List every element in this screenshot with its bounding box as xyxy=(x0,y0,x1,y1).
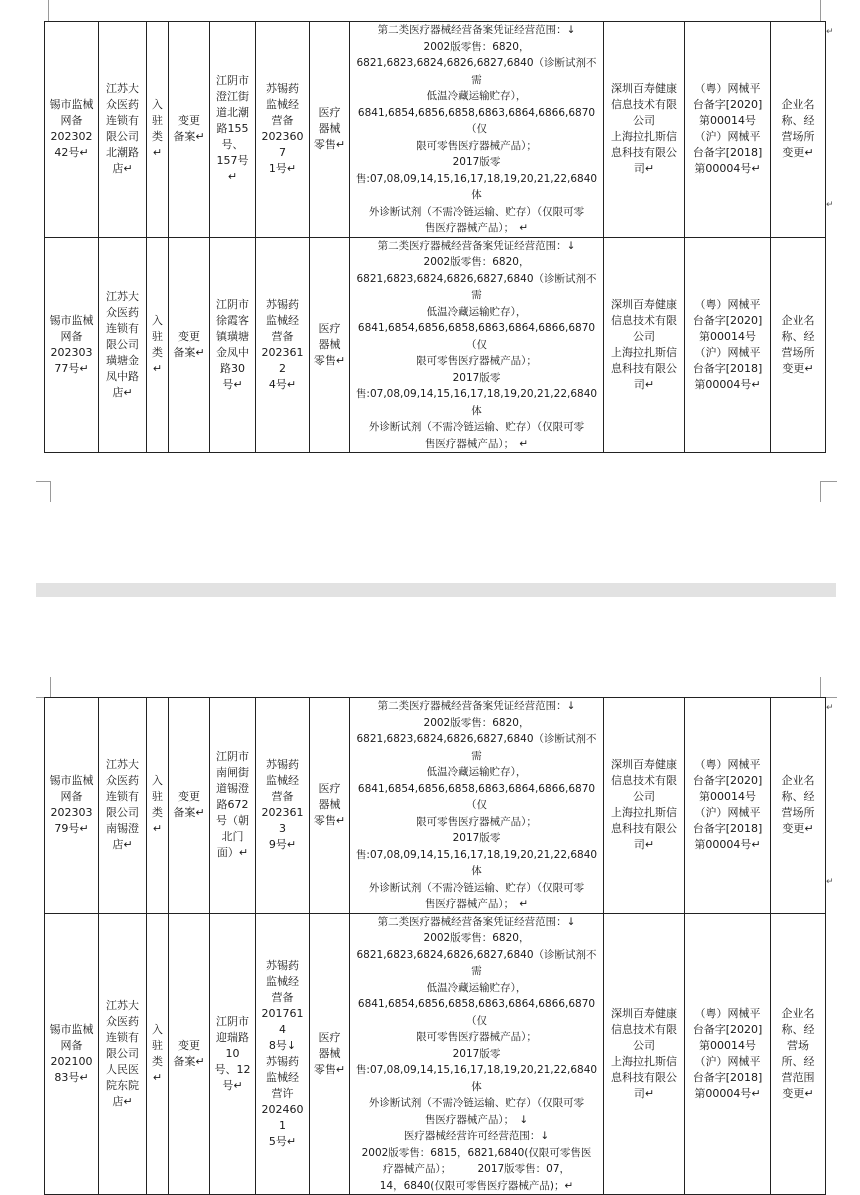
company-name: 江苏大 众医药 连锁有 限公司 南锡澄 店↵ xyxy=(99,698,147,914)
platform-name: 深圳百寿健康 信息技术有限 公司 上海拉扎斯信 息科技有限公 司↵ xyxy=(604,237,685,453)
crop-mark-top-left xyxy=(48,0,49,22)
business-category: 医疗 器械 零售↵ xyxy=(310,22,350,238)
business-address: 江阴市 澄江街 道北潮 路155 号、 157号↵ xyxy=(210,22,256,238)
platform-record-number: （粤）网械平 台备字[2020] 第00014号 （沪）网械平 台备字[2018] 第00004号↵ xyxy=(685,698,771,914)
entry-type: 入 驻 类↵ xyxy=(147,913,169,1195)
business-category: 医疗 器械 零售↵ xyxy=(310,698,350,914)
license-number: 苏锡药 监械经 营备 2023613 9号↵ xyxy=(256,698,310,914)
business-address: 江阴市 迎瑞路 10 号、12 号↵ xyxy=(210,913,256,1195)
change-note: 企业名 称、经 营场所 变更↵ xyxy=(771,22,826,238)
filing-action: 变更 备案↵ xyxy=(169,698,210,914)
business-address: 江阴市 南闸街 道锡澄 路672 号（朝 北门 面）↵ xyxy=(210,698,256,914)
company-name: 江苏大 众医药 连锁有 限公司 璜塘金 凤中路 店↵ xyxy=(99,237,147,453)
business-category: 医疗 器械 零售↵ xyxy=(310,237,350,453)
record-number: 锡市监械网备 202303 79号↵ xyxy=(45,698,99,914)
platform-name: 深圳百寿健康 信息技术有限 公司 上海拉扎斯信 息科技有限公 司↵ xyxy=(604,22,685,238)
row-end-mark: ↵ xyxy=(826,703,834,713)
platform-record-number: （粤）网械平 台备字[2020] 第00014号 （沪）网械平 台备字[2018] 第00004号↵ xyxy=(685,913,771,1195)
table-row xyxy=(45,913,826,1195)
row-end-mark: ↵ xyxy=(826,27,834,37)
license-number: 苏锡药 监械经 营备 2023607 1号↵ xyxy=(256,22,310,238)
page-separator xyxy=(36,583,836,597)
company-name: 江苏大 众医药 连锁有 限公司 北潮路 店↵ xyxy=(99,22,147,238)
entry-type: 入 驻 类↵ xyxy=(147,22,169,238)
crop-mark-top-left xyxy=(36,677,51,698)
filing-action: 变更 备案↵ xyxy=(169,22,210,238)
license-number: 苏锡药 监械经 营备 2017614 8号↓ 苏锡药 监械经 营许 2024601 5号↵ xyxy=(256,913,310,1195)
filing-action: 变更 备案↵ xyxy=(169,237,210,453)
platform-name: 深圳百寿健康 信息技术有限 公司 上海拉扎斯信 息科技有限公 司↵ xyxy=(604,913,685,1195)
filing-action: 变更 备案↵ xyxy=(169,913,210,1195)
entry-type: 入 驻 类↵ xyxy=(147,237,169,453)
business-scope: 第二类医疗器械经营备案凭证经营范围：↓ 2002版零售：6820， 6821,6823,6824,6826,6827,6840（诊断试剂不需 低温冷藏运输贮存）， 6841,6854,6856,6858,6863,6864,6866,6870（仅 限可零售医疗器械产品）； 2017版零 售:07,08,09,14,15,16,17,18,19,20,21,22,6840体 外诊断试剂（不需冷链运输、贮存）（仅限可零 售医疗器械产品）； ↵ xyxy=(350,237,604,453)
platform-record-number: （粤）网械平 台备字[2020] 第00014号 （沪）网械平 台备字[2018] 第00004号↵ xyxy=(685,237,771,453)
record-number: 锡市监械网备 202303 77号↵ xyxy=(45,237,99,453)
change-note: 企业名 称、经 营场所 变更↵ xyxy=(771,237,826,453)
company-name: 江苏大 众医药 连锁有 限公司 人民医 院东院 店↵ xyxy=(99,913,147,1195)
document-page-1 xyxy=(0,0,860,583)
record-number: 锡市监械网备 202302 42号↵ xyxy=(45,22,99,238)
platform-record-number: （粤）网械平 台备字[2020] 第00014号 （沪）网械平 台备字[2018] 第00004号↵ xyxy=(685,22,771,238)
license-number: 苏锡药 监械经 营备 2023612 4号↵ xyxy=(256,237,310,453)
business-address: 江阴市 徐霞客 镇璜塘 金凤中 路30 号↵ xyxy=(210,237,256,453)
business-scope: 第二类医疗器械经营备案凭证经营范围：↓ 2002版零售：6820， 6821,6823,6824,6826,6827,6840（诊断试剂不需 低温冷藏运输贮存）， 6841,6854,6856,6858,6863,6864,6866,6870（仅 限可零售医疗器械产品）； 2017版零 售:07,08,09,14,15,16,17,18,19,20,21,22,6840体 外诊断试剂（不需冷链运输、贮存）（仅限可零 售医疗器械产品）； ↵ xyxy=(350,698,604,914)
document-page-2 xyxy=(0,597,860,1192)
entry-type: 入 驻 类↵ xyxy=(147,698,169,914)
table-row xyxy=(45,237,826,453)
business-scope: 第二类医疗器械经营备案凭证经营范围：↓ 2002版零售：6820， 6821,6823,6824,6826,6827,6840（诊断试剂不需 低温冷藏运输贮存）， 6841,6854,6856,6858,6863,6864,6866,6870（仅 限可零售医疗器械产品）； 2017版零 售:07,08,09,14,15,16,17,18,19,20,21,22,6840体 外诊断试剂（不需冷链运输、贮存）（仅限可零 售医疗器械产品）； ↵ xyxy=(350,22,604,238)
business-category: 医疗 器械 零售↵ xyxy=(310,913,350,1195)
platform-name: 深圳百寿健康 信息技术有限 公司 上海拉扎斯信 息科技有限公 司↵ xyxy=(604,698,685,914)
crop-mark-top-right xyxy=(820,0,821,22)
record-number: 锡市监械网备 202100 83号↵ xyxy=(45,913,99,1195)
record-table-page-2 xyxy=(44,697,826,1195)
business-scope: 第二类医疗器械经营备案凭证经营范围：↓ 2002版零售：6820， 6821,6823,6824,6826,6827,6840（诊断试剂不需 低温冷藏运输贮存）， 6841,6854,6856,6858,6863,6864,6866,6870（仅 限可零售医疗器械产品）； 2017版零 售:07,08,09,14,15,16,17,18,19,20,21,22,6840体 外诊断试剂（不需冷链运输、贮存）（仅限可零 售医疗器械产品）； ↓ 医疗器械经营许可经营范围：↓ 2002版零售：6815，6821,6840(仅限可零售医 疗器械产品）； 2017版零售：07， 14，6840(仅限可零售医疗器械产品)；↵ xyxy=(350,913,604,1195)
row-end-mark: ↵ xyxy=(826,877,834,887)
table-row xyxy=(45,698,826,914)
change-note: 企业名 称、经 营场 所、经 营范围 变更↵ xyxy=(771,913,826,1195)
crop-mark-bottom-right xyxy=(820,481,837,502)
table-row xyxy=(45,22,826,238)
change-note: 企业名 称、经 营场所 变更↵ xyxy=(771,698,826,914)
crop-mark-top-right xyxy=(820,677,837,698)
crop-mark-bottom-left xyxy=(36,481,51,502)
row-end-mark: ↵ xyxy=(826,200,834,210)
record-table-page-1 xyxy=(44,21,826,453)
